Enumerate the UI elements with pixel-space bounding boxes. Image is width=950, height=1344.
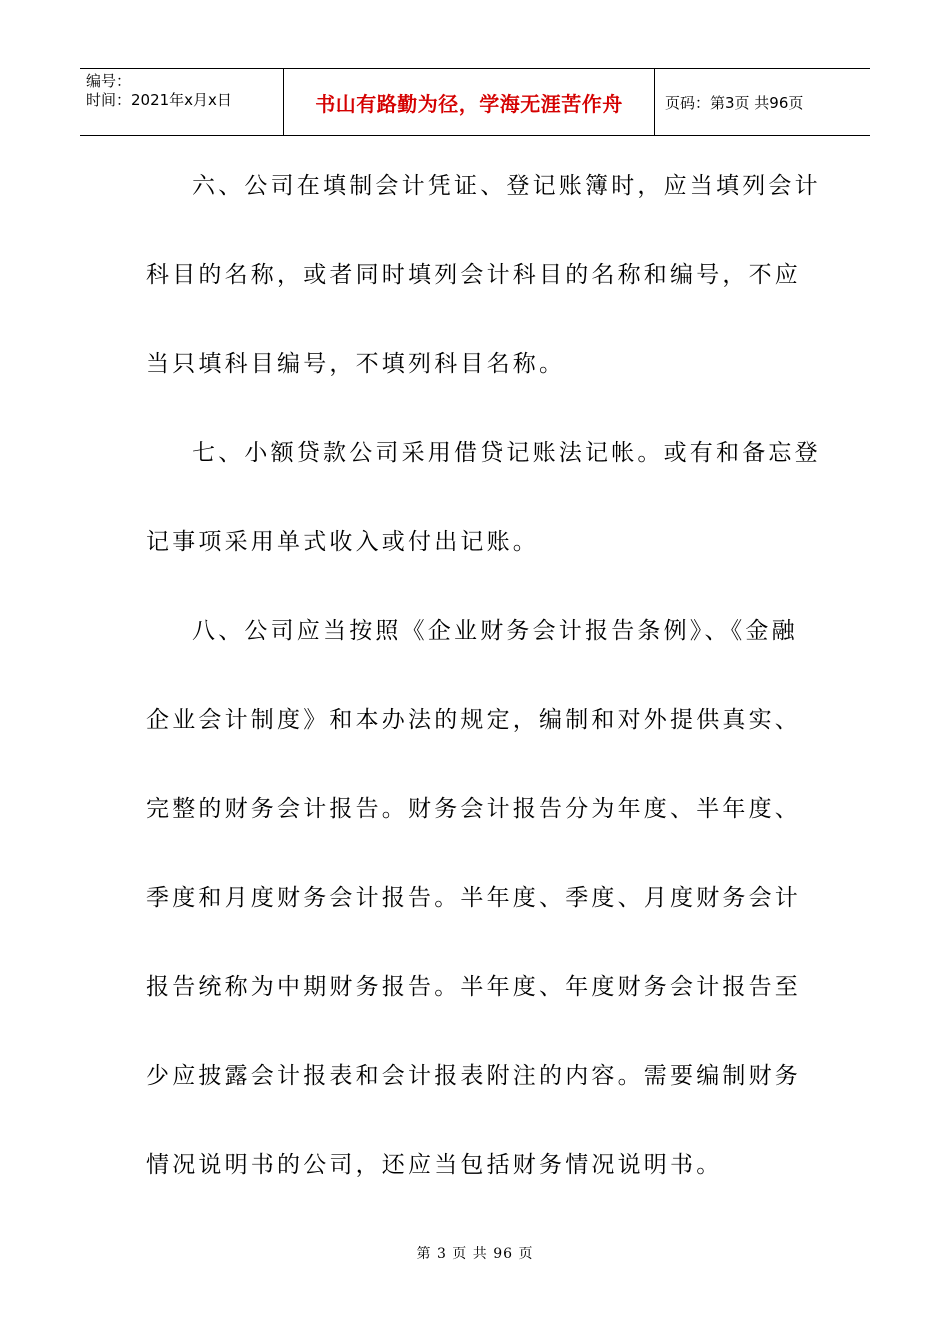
number-label: 编号： bbox=[86, 72, 132, 90]
paragraph-line: 完整的财务会计报告。财务会计报告分为年度、半年度、 bbox=[146, 796, 801, 822]
paragraph-line: 科目的名称，或者同时填列会计科目的名称和编号，不应 bbox=[146, 262, 801, 288]
paragraph-line: 季度和月度财务会计报告。半年度、季度、月度财务会计 bbox=[146, 885, 801, 911]
paragraph-line: 当只填科目编号，不填列科目名称。 bbox=[146, 351, 566, 377]
paragraph-line: 情况说明书的公司，还应当包括财务情况说明书。 bbox=[146, 1152, 723, 1178]
paragraph-line: 企业会计制度》和本办法的规定，编制和对外提供真实、 bbox=[146, 707, 801, 733]
document-body bbox=[146, 162, 821, 1230]
header-page-info: 页码：第3页 共96页 bbox=[665, 93, 804, 112]
document-header bbox=[80, 68, 870, 136]
header-motto: 书山有路勤为径，学海无涯苦作舟 bbox=[283, 69, 655, 135]
paragraph-line: 记事项采用单式收入或付出记账。 bbox=[146, 529, 539, 555]
paragraph-line: 六、公司在填制会计凭证、登记账簿时，应当填列会计 bbox=[192, 173, 821, 199]
header-meta bbox=[80, 69, 283, 135]
page-footer: 第 3 页 共 96 页 bbox=[416, 1246, 534, 1262]
paragraph-line: 七、小额贷款公司采用借贷记账法记帐。或有和备忘登 bbox=[192, 440, 821, 466]
paragraph-line: 八、公司应当按照《企业财务会计报告条例》、《金融 bbox=[192, 618, 798, 644]
time-label: 时间：2021年x月x日 bbox=[86, 91, 232, 109]
paragraph-line: 报告统称为中期财务报告。半年度、年度财务会计报告至 bbox=[146, 974, 801, 1000]
paragraph-line: 少应披露会计报表和会计报表附注的内容。需要编制财务 bbox=[146, 1063, 801, 1089]
